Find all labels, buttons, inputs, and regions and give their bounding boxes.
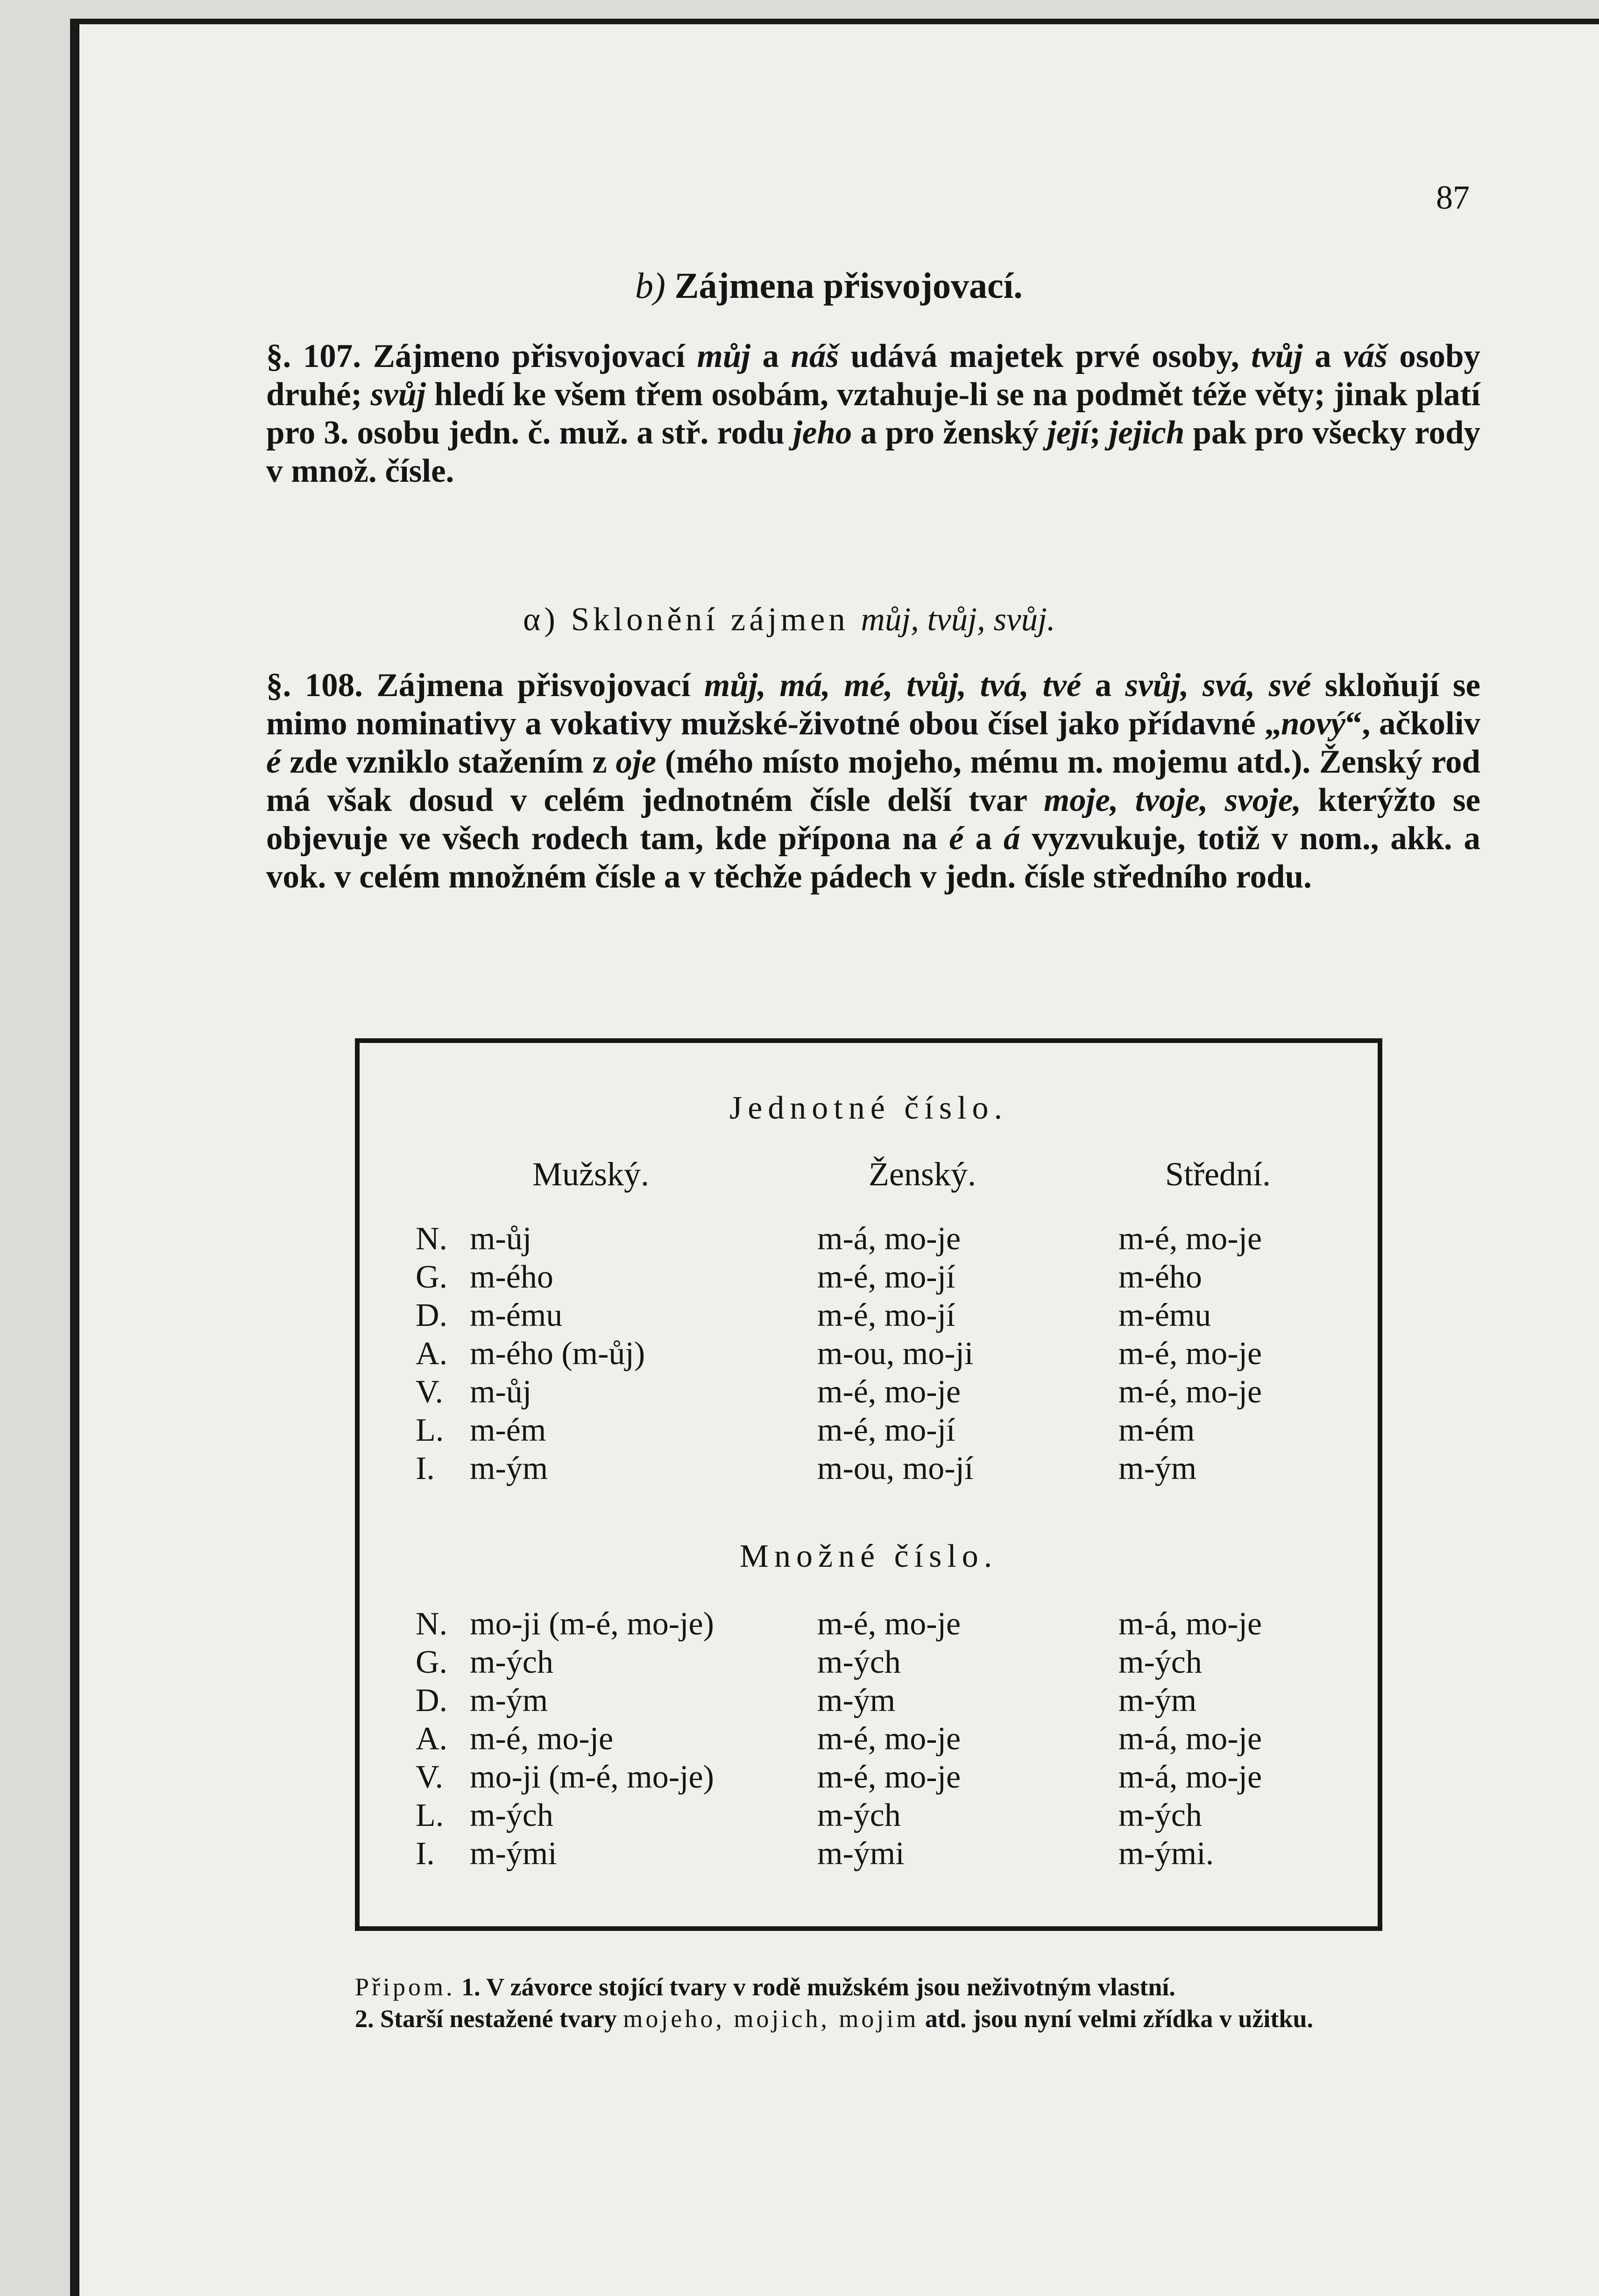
masculine-form: mo-ji (m-é, mo-je) [470, 1606, 714, 1642]
masculine-form: m-ým [470, 1683, 548, 1718]
subheading [523, 601, 1055, 639]
subheading-prefix: α) Sklonění zájmen [523, 601, 861, 638]
paragraph-108 [266, 666, 1480, 896]
heading-label: b) [635, 265, 665, 306]
feminine-form: m-é, mo-jí [817, 1412, 955, 1448]
col-header-neuter: Střední. [1165, 1155, 1271, 1193]
para1-run: hledí ke všem třem osobám, vztahuje-li se na podmět téže věty; jinak platí pro 3. osobu jedn. č. muž. a stř. rodu [266, 376, 1480, 451]
neuter-form: m-é, mo-je [1118, 1336, 1262, 1372]
neuter-form: m-ým [1118, 1683, 1197, 1718]
para2-run: (mého místo mojeho, mému m. mojemu atd.). Ženský rod má však dosud v celém jednotném čísle delší tvar [266, 744, 1481, 818]
masculine-form: m-ým [470, 1451, 548, 1486]
case-label: I. [416, 1836, 435, 1872]
note-1-label: Připom. [355, 1973, 455, 2001]
case-label: G. [416, 1644, 448, 1680]
note-2-forms: mojeho, mojich, mojim [623, 2005, 919, 2033]
para1-run: jeho [793, 415, 852, 451]
neuter-form: m-á, mo-je [1118, 1759, 1262, 1795]
feminine-form: m-é, mo-je [817, 1374, 961, 1410]
para1-run: svůj [370, 376, 426, 413]
para1-run: její [1047, 415, 1090, 451]
para1-run: tvůj [1251, 338, 1303, 374]
footnotes [355, 1971, 1476, 2035]
feminine-form: m-é, mo-jí [817, 1297, 955, 1333]
neuter-form: m-á, mo-je [1118, 1721, 1262, 1757]
table-row [360, 1682, 1378, 1720]
para2-run: můj, má, mé, tvůj, tvá, tvé [704, 667, 1082, 704]
para2-run: á [1003, 820, 1020, 857]
note-2-end: atd. jsou nyní velmi zřídka v užitku. [919, 2005, 1313, 2033]
para2-run: a [963, 820, 1004, 857]
para2-run: vyzvukuje, totiž v nom., akk. a vok. v celém množném čísle a v těchže pádech v jedn. čísle středního rodu. [266, 820, 1481, 895]
feminine-form: m-ou, mo-jí [817, 1451, 974, 1486]
case-label: I. [416, 1451, 435, 1486]
masculine-form: m-ými [470, 1836, 557, 1872]
para1-run: a [1302, 338, 1344, 374]
table-row [360, 1606, 1378, 1644]
para1-run: a pro ženský [852, 415, 1047, 451]
masculine-form: m-ém [470, 1412, 546, 1448]
table-row [360, 1797, 1378, 1835]
neuter-form: m-ým [1118, 1451, 1197, 1486]
case-label: A. [416, 1721, 448, 1757]
para1-run: váš [1343, 338, 1387, 374]
neuter-form: m-ých [1118, 1644, 1202, 1680]
case-label: D. [416, 1683, 448, 1718]
case-label: N. [416, 1606, 448, 1642]
para2-run: é [949, 820, 964, 857]
feminine-form: m-é, mo-je [817, 1606, 961, 1642]
table-row [360, 1644, 1378, 1682]
masculine-form: m-é, mo-je [470, 1721, 614, 1757]
para2-run: §. 108. Zájmena přisvojovací [266, 667, 704, 704]
para2-run: kterýžto se objevuje ve všech rodech tam, kde přípona na [266, 782, 1481, 857]
case-label: L. [416, 1797, 444, 1833]
table-row [360, 1759, 1378, 1797]
para2-run: skloňují se mimo nominativy a vokativy mužské-životné obou čísel jako přídavné „ [266, 667, 1480, 742]
masculine-form: mo-ji (m-é, mo-je) [470, 1759, 714, 1795]
note-1-text: 1. V závorce stojící tvary v rodě mužském jsou neživotným vlastní. [455, 1973, 1175, 2001]
masculine-form: m-ému [470, 1297, 563, 1333]
feminine-form: m-ým [817, 1683, 896, 1718]
feminine-form: m-ých [817, 1644, 901, 1680]
para1-run: §. 107. Zájmeno přisvojovací [266, 338, 697, 374]
section-heading [635, 265, 1023, 307]
para2-run: zde vzniklo stažením z [281, 744, 616, 780]
masculine-form: m-ůj [470, 1221, 532, 1257]
heading-title: Zájmena přisvojovací. [674, 265, 1023, 306]
para1-run: ; [1089, 415, 1109, 451]
para2-run: nový [1281, 705, 1345, 742]
feminine-form: m-é, mo-je [817, 1721, 961, 1757]
masculine-form: m-ých [470, 1797, 553, 1833]
table-row [360, 1720, 1378, 1759]
col-header-feminine: Ženský. [869, 1155, 976, 1193]
feminine-form: m-ými [817, 1836, 905, 1872]
neuter-form: m-á, mo-je [1118, 1606, 1262, 1642]
col-header-masculine: Mužský. [532, 1155, 649, 1193]
table-row [360, 1297, 1378, 1335]
table-row [360, 1412, 1378, 1450]
para1-run: můj [697, 338, 750, 374]
para1-run: udává majetek prvé osoby, [839, 338, 1252, 374]
case-label: L. [416, 1412, 444, 1448]
paragraph-107 [266, 337, 1480, 490]
para1-run: a [750, 338, 791, 374]
case-label: N. [416, 1221, 448, 1257]
table-row [360, 1450, 1378, 1488]
para2-run: “, ačkoliv [1345, 705, 1480, 742]
neuter-form: m-é, mo-je [1118, 1221, 1262, 1257]
note-2-start: 2. Starší nestažené tvary [355, 2005, 623, 2033]
para1-run: jejich [1109, 415, 1185, 451]
subheading-words: můj, tvůj, svůj. [861, 601, 1055, 638]
case-label: D. [416, 1297, 448, 1333]
masculine-form: m-ého (m-ůj) [470, 1336, 645, 1372]
singular-title: Jednotné číslo. [729, 1090, 1008, 1126]
case-label: V. [416, 1374, 444, 1410]
para2-run: a [1081, 667, 1125, 704]
neuter-form: m-ému [1118, 1297, 1211, 1333]
note-2 [355, 2003, 1476, 2035]
table-row [360, 1259, 1378, 1297]
case-label: V. [416, 1759, 444, 1795]
feminine-form: m-ých [817, 1797, 901, 1833]
para1-run: osoby druhé; [266, 338, 1480, 413]
declension-table [355, 1038, 1382, 1931]
case-label: G. [416, 1259, 448, 1295]
table-row [360, 1373, 1378, 1412]
feminine-form: m-é, mo-je [817, 1759, 961, 1795]
feminine-form: m-ou, mo-ji [817, 1336, 974, 1372]
para1-run: pak pro všecky rody v množ. čísle. [266, 415, 1480, 489]
note-1 [355, 1971, 1476, 2003]
feminine-form: m-é, mo-jí [817, 1259, 955, 1295]
masculine-form: m-ého [470, 1259, 553, 1295]
neuter-form: m-ého [1118, 1259, 1202, 1295]
table-row [360, 1335, 1378, 1373]
table-row [360, 1835, 1378, 1873]
neuter-form: m-é, mo-je [1118, 1374, 1262, 1410]
masculine-form: m-ůj [470, 1374, 532, 1410]
para2-run: svůj, svá, své [1125, 667, 1311, 704]
feminine-form: m-á, mo-je [817, 1221, 961, 1257]
para2-run: oje [616, 744, 657, 780]
para2-run: é [266, 744, 281, 780]
book-page [70, 19, 1599, 2296]
neuter-form: m-ých [1118, 1797, 1202, 1833]
page-number: 87 [1436, 179, 1470, 216]
case-label: A. [416, 1336, 448, 1372]
neuter-form: m-ém [1118, 1412, 1195, 1448]
neuter-form: m-ými. [1118, 1836, 1214, 1872]
masculine-form: m-ých [470, 1644, 553, 1680]
para1-run: náš [791, 338, 839, 374]
plural-title: Množné číslo. [739, 1538, 998, 1574]
para2-run: moje, tvoje, svoje, [1043, 782, 1302, 818]
table-row [360, 1220, 1378, 1259]
